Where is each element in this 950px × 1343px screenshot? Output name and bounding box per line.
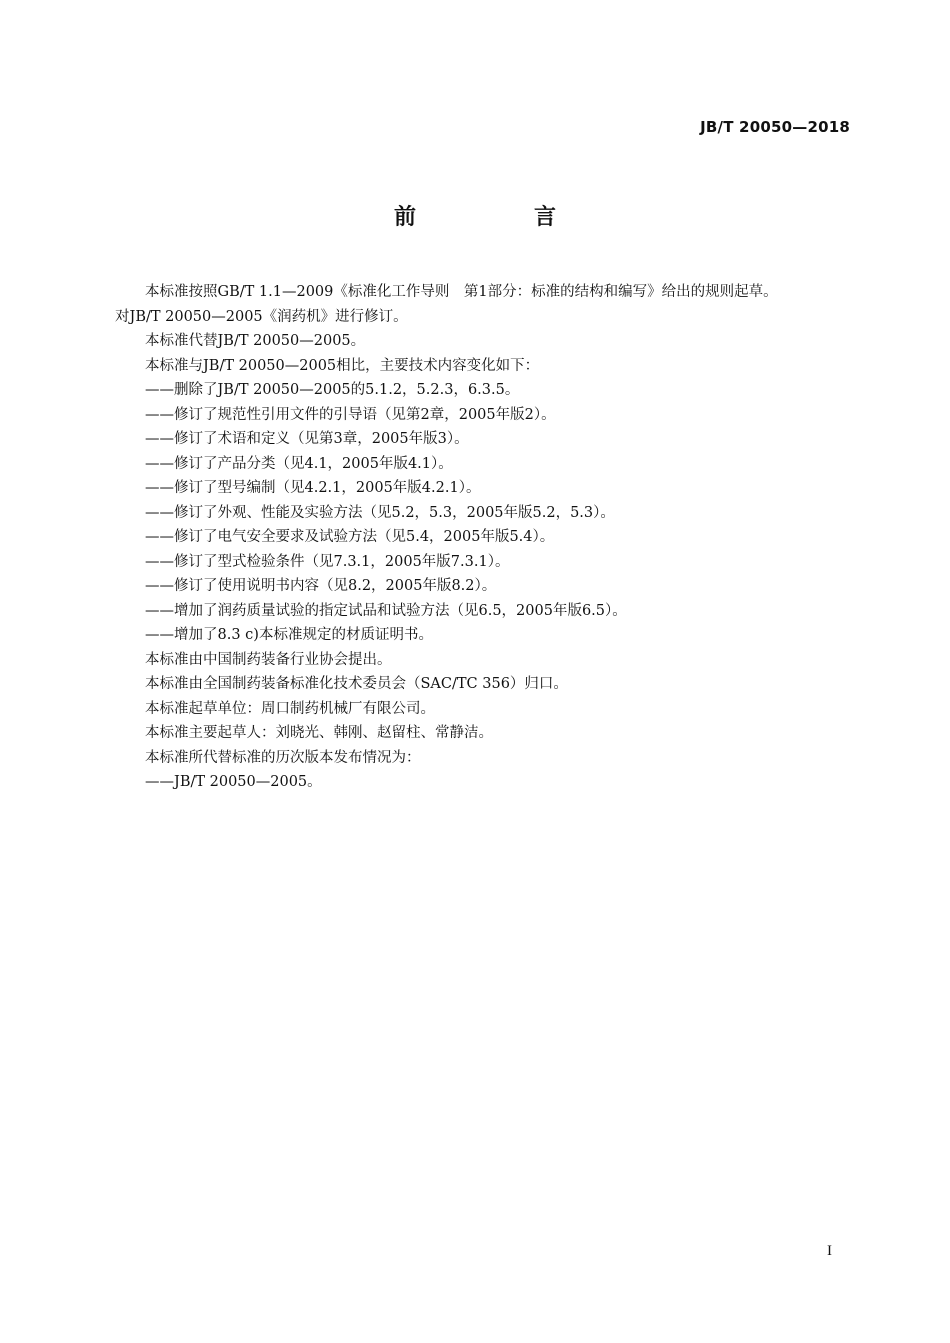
change-item: ——修订了规范性引用文件的引导语（见第2章，2005年版2）。 (145, 406, 556, 423)
change-item: ——修订了电气安全要求及试验方法（见5.4，2005年版5.4）。 (145, 529, 555, 545)
drafters: 本标准主要起草人：刘晓光、韩刚、赵留柱、常静洁。 (145, 725, 493, 741)
change-item: ——修订了使用说明书内容（见8.2，2005年版8.2）。 (145, 578, 497, 594)
change-item: ——删除了JB/T 20050—2005的5.1.2，5.2.3，6.3.5。 (145, 382, 520, 398)
intro-line-2: 对JB/T 20050—2005《润药机》进行修订。 (115, 308, 408, 325)
change-item: ——修订了外观、性能及实验方法（见5.2，5.3，2005年版5.2，5.3）。 (145, 504, 615, 521)
change-item: ——增加了润药质量试验的指定试品和试验方法（见6.5，2005年版6.5）。 (145, 602, 627, 619)
standard-code: JB/T 20050—2018 (700, 118, 850, 136)
page-title: 前 言 (393, 205, 604, 230)
drafting-unit: 本标准起草单位：周口制药机械厂有限公司。 (145, 700, 435, 717)
intro-line-1: 本标准按照GB/T 1.1—2009《标准化工作导则 第1部分：标准的结构和编写》给出的规则起草。 (145, 284, 778, 300)
changes-intro: 本标准与JB/T 20050—2005相比，主要技术内容变化如下： (145, 357, 540, 374)
proposed-by: 本标准由中国制药装备行业协会提出。 (145, 651, 392, 668)
centralized-by: 本标准由全国制药装备标准化技术委员会（SAC/TC 356）归口。 (145, 676, 568, 692)
change-item: ——增加了8.3 c)本标准规定的材质证明书。 (145, 627, 433, 643)
change-item: ——修订了产品分类（见4.1，2005年版4.1）。 (145, 455, 453, 472)
replaces-statement: 本标准代替JB/T 20050—2005。 (145, 333, 366, 349)
history-item: ——JB/T 20050—2005。 (145, 774, 322, 790)
page-number: I (827, 1243, 832, 1259)
foreword-body (115, 280, 865, 795)
change-item: ——修订了型式检验条件（见7.3.1，2005年版7.3.1）。 (145, 553, 510, 570)
change-item: ——修订了术语和定义（见第3章，2005年版3）。 (145, 431, 469, 447)
change-item: ——修订了型号编制（见4.2.1，2005年版4.2.1）。 (145, 480, 481, 496)
history-intro: 本标准所代替标准的历次版本发布情况为： (145, 749, 421, 766)
